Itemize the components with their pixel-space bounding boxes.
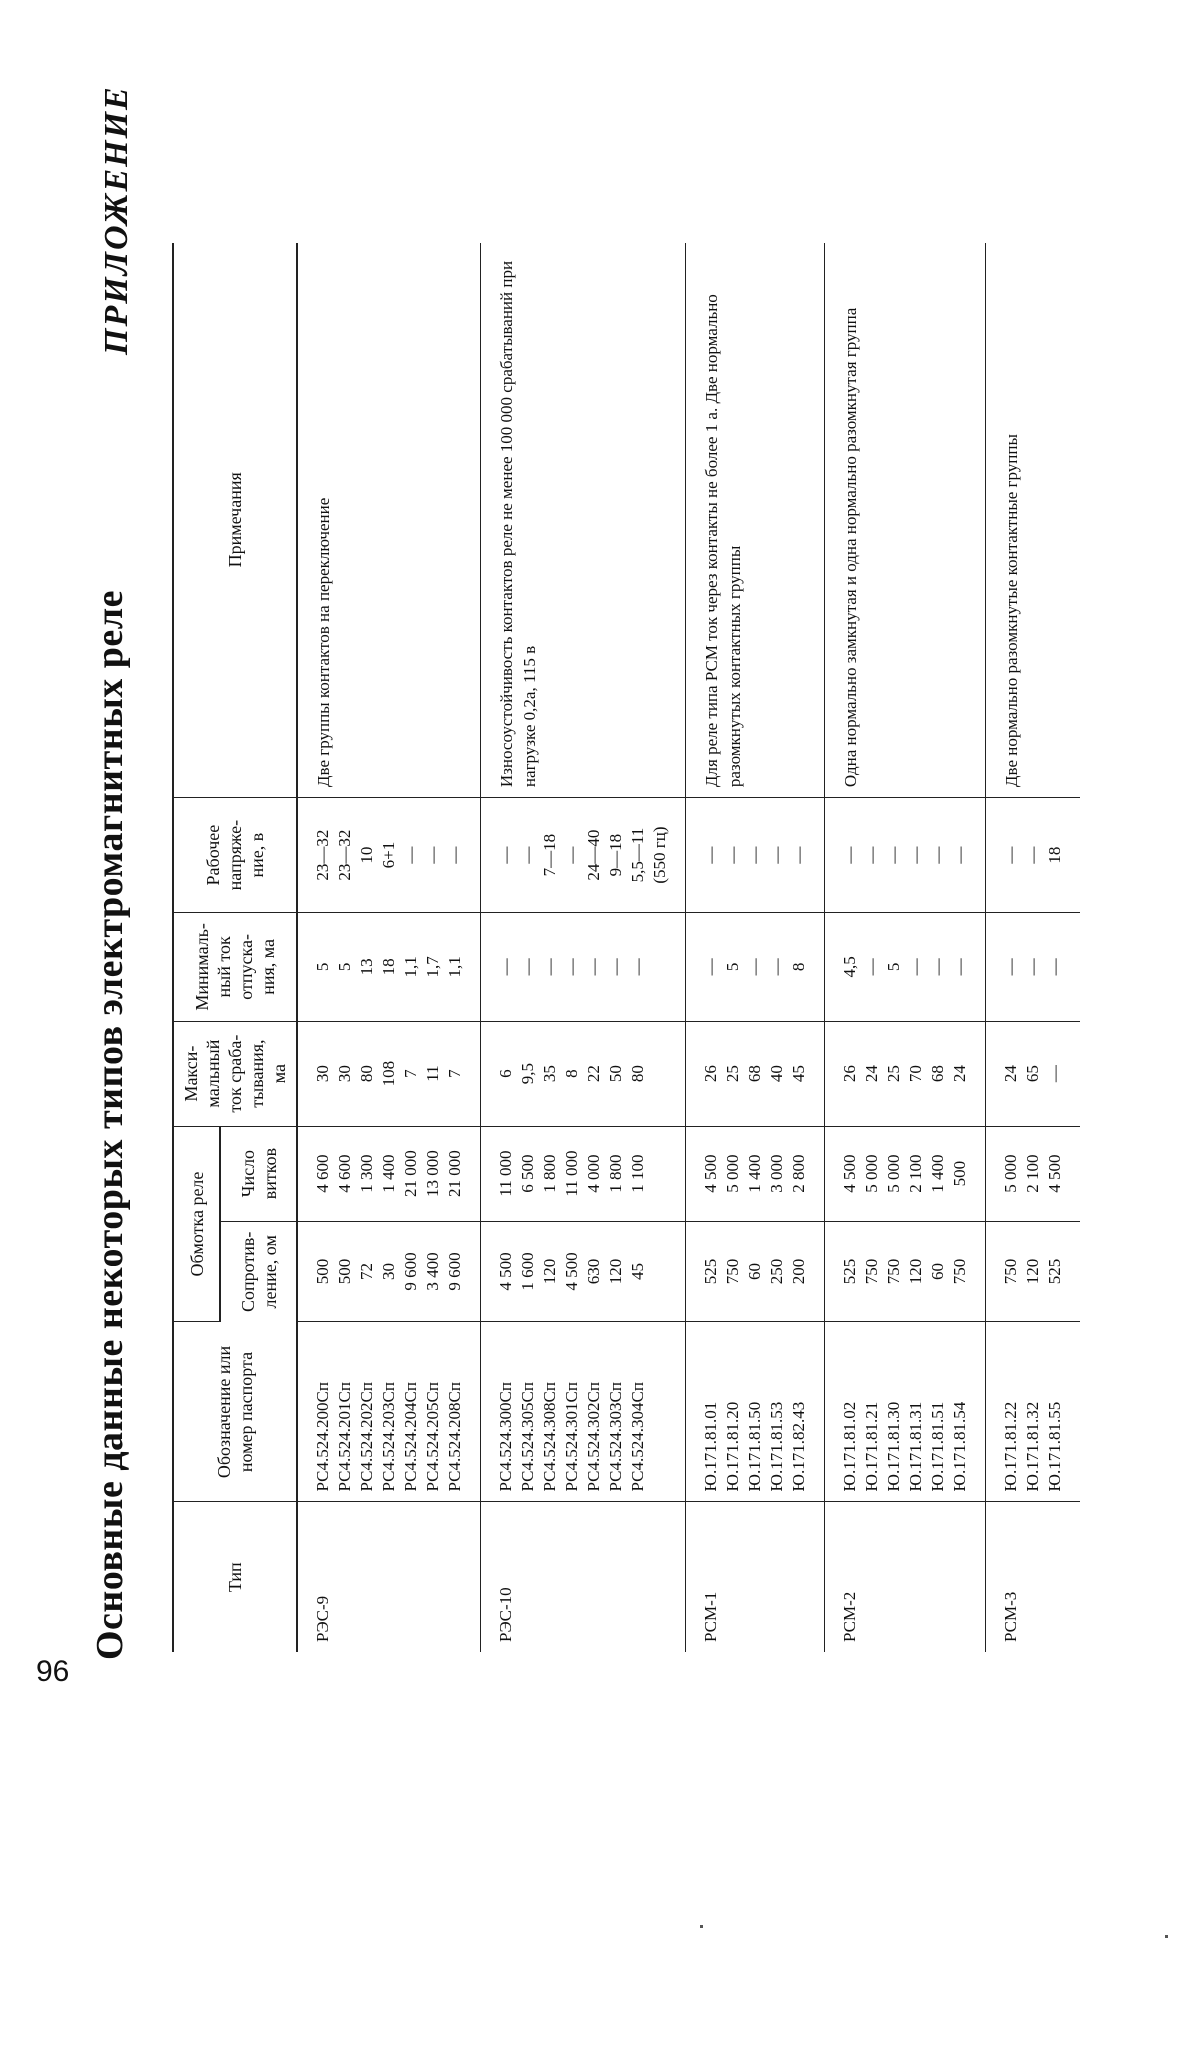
designation-cell-value: РС4.524.308Сп	[540, 1382, 559, 1492]
turns-cell-value: 5 000	[1001, 1154, 1020, 1193]
min-release-cell-value: —	[950, 958, 969, 976]
voltage-cell	[986, 798, 1081, 913]
page-number: 96	[36, 1655, 70, 1688]
resistance-cell-value: 9 600	[445, 1252, 464, 1291]
min-release-cell-value: 5	[723, 962, 742, 972]
min-release-cell-value: —	[540, 958, 559, 976]
voltage-cell-value: 23—32	[313, 829, 332, 881]
max-current-cell-value: 68	[928, 1065, 947, 1083]
voltage-cell-value: —	[1023, 846, 1042, 864]
voltage-cell-value: 9—18	[606, 833, 625, 877]
designation-cell-value: Ю.171.81.22	[1001, 1401, 1020, 1492]
resistance-cell-value: 120	[906, 1258, 925, 1285]
min-release-cell-value: —	[496, 958, 515, 976]
designation-cell-value: Ю.171.82.43	[789, 1401, 808, 1492]
resistance-cell-value: 120	[606, 1258, 625, 1285]
table-row	[297, 243, 481, 1652]
min-release-cell-value: —	[928, 958, 947, 976]
max-current-cell	[481, 1021, 686, 1126]
header-winding-group: Обмотка реле	[173, 1126, 220, 1322]
resistance-cell	[825, 1221, 986, 1322]
min-release-cell-value: 1,1	[401, 956, 420, 978]
voltage-cell-value: —	[423, 846, 442, 864]
turns-cell-value: 4 000	[584, 1154, 603, 1193]
voltage-cell-value: —	[906, 846, 925, 864]
min-release-cell-value: —	[584, 958, 603, 976]
header-designation: Обозначение или номер паспорта	[173, 1322, 297, 1502]
turns-cell-value: 2 800	[789, 1154, 808, 1193]
designation-cell-value: РС4.524.204Сп	[401, 1382, 420, 1492]
turns-cell-value: 1 300	[357, 1154, 376, 1193]
turns-cell	[481, 1126, 686, 1221]
scan-speck	[1165, 1935, 1168, 1938]
designation-cell-value: РС4.524.301Сп	[562, 1382, 581, 1492]
min-release-cell	[481, 913, 686, 1022]
resistance-cell-value: 120	[1023, 1258, 1042, 1285]
resistance-cell-value: 45	[628, 1263, 647, 1281]
voltage-cell-value: 5,5—11	[628, 827, 647, 883]
max-current-cell-value: 22	[584, 1065, 603, 1083]
type-cell: РЭС-9	[313, 1595, 332, 1642]
resistance-cell-value: 250	[767, 1258, 786, 1285]
max-current-cell	[825, 1021, 986, 1126]
turns-cell-value: 500	[950, 1160, 969, 1187]
turns-cell-value: 1 400	[379, 1154, 398, 1193]
resistance-cell-value: 750	[950, 1258, 969, 1285]
resistance-cell	[986, 1221, 1081, 1322]
designation-cell-value: РС4.524.200Сп	[313, 1382, 332, 1492]
resistance-cell	[297, 1221, 481, 1322]
max-current-cell-value: 11	[423, 1065, 442, 1082]
resistance-cell-value: 525	[840, 1258, 859, 1285]
turns-cell-value: 4 600	[335, 1154, 354, 1193]
designation-cell-value: Ю.171.81.55	[1045, 1401, 1064, 1492]
voltage-cell-value: —	[445, 846, 464, 864]
max-current-cell-value: 24	[862, 1065, 881, 1083]
turns-cell-value: 1 400	[928, 1154, 947, 1193]
turns-cell-value: 11 000	[562, 1150, 581, 1197]
voltage-cell-value: —	[562, 846, 581, 864]
min-release-cell-value: 5	[313, 962, 332, 972]
max-current-cell-value: 8	[562, 1069, 581, 1078]
rotated-page-content	[0, 30, 1200, 1690]
voltage-cell-value: —	[745, 846, 764, 864]
min-release-cell	[686, 913, 825, 1022]
voltage-cell	[686, 798, 825, 913]
max-current-cell-value: 65	[1023, 1065, 1042, 1083]
max-current-cell-value: 6	[496, 1069, 515, 1078]
min-release-cell-value: —	[701, 958, 720, 976]
min-release-cell-value: —	[606, 958, 625, 976]
min-release-cell-value: 8	[789, 962, 808, 972]
max-current-cell-value: 40	[767, 1065, 786, 1083]
max-current-cell-value: 25	[884, 1065, 903, 1083]
max-current-cell-value: 26	[840, 1065, 859, 1083]
turns-cell-value: 2 100	[1023, 1154, 1042, 1193]
designation-cell-value: РС4.524.305Сп	[518, 1382, 537, 1492]
voltage-cell-value: —	[950, 846, 969, 864]
max-current-cell-value: —	[1045, 1065, 1064, 1083]
designation-cell-value: РС4.524.202Сп	[357, 1382, 376, 1492]
note-cell: Две нормально разомкнутые контактные группы	[986, 243, 1081, 798]
table-row	[686, 243, 825, 1652]
designation-cell-value: РС4.524.203Сп	[379, 1382, 398, 1492]
min-release-cell-value: 5	[884, 962, 903, 972]
min-release-cell	[986, 913, 1081, 1022]
voltage-cell-value: 24—40	[584, 829, 603, 881]
relay-data-table	[172, 243, 1080, 1652]
turns-cell-value: 5 000	[884, 1154, 903, 1193]
resistance-cell-value: 525	[1045, 1258, 1064, 1285]
max-current-cell-value: 7	[445, 1069, 464, 1078]
max-current-cell	[297, 1021, 481, 1126]
voltage-cell-value: —	[862, 846, 881, 864]
voltage-cell-value: 18	[1045, 846, 1064, 864]
turns-cell-value: 4 500	[1045, 1154, 1064, 1193]
voltage-cell-value: —	[401, 846, 420, 864]
turns-cell	[825, 1126, 986, 1221]
designation-cell-value: РС4.524.302Сп	[584, 1382, 603, 1492]
header-resistance: Сопротив-ление, ом	[220, 1221, 297, 1322]
resistance-cell-value: 630	[584, 1258, 603, 1285]
header-voltage: Рабочее напряже-ние, в	[173, 798, 297, 913]
turns-cell-value: 21 000	[445, 1150, 464, 1197]
min-release-cell	[825, 913, 986, 1022]
turns-cell-value: 1 800	[540, 1154, 559, 1193]
designation-cell-value: РС4.524.208Сп	[445, 1382, 464, 1492]
header-notes: Примечания	[173, 243, 297, 798]
turns-cell	[986, 1126, 1081, 1221]
max-current-cell-value: 80	[628, 1065, 647, 1083]
resistance-cell-value: 200	[789, 1258, 808, 1285]
min-release-cell-value: 4,5	[840, 956, 859, 978]
resistance-cell-value: 3 400	[423, 1252, 442, 1291]
min-release-cell-value: —	[862, 958, 881, 976]
designation-cell-value: РС4.524.205Сп	[423, 1382, 442, 1492]
voltage-cell	[297, 798, 481, 913]
designation-cell-value: РС4.524.304Сп	[628, 1382, 647, 1492]
turns-cell	[686, 1126, 825, 1221]
note-cell: Для реле типа РСМ ток через контакты не более 1 а. Две нормально разомкнутых контактных группы	[686, 243, 825, 798]
table-row	[986, 243, 1081, 1652]
min-release-cell-value: —	[767, 958, 786, 976]
voltage-cell-value: 6+1	[379, 841, 398, 869]
turns-cell-value: 1 800	[606, 1154, 625, 1193]
turns-cell-value: 1 100	[628, 1154, 647, 1193]
designation-cell	[297, 1322, 481, 1502]
voltage-cell-value: 10	[357, 846, 376, 864]
max-current-cell-value: 30	[313, 1065, 332, 1083]
voltage-cell-value: —	[701, 846, 720, 864]
designation-cell	[825, 1322, 986, 1502]
min-release-cell-value: 13	[357, 958, 376, 976]
resistance-cell-value: 525	[701, 1258, 720, 1285]
header-turns: Число витков	[220, 1126, 297, 1221]
turns-cell-value: 21 000	[401, 1150, 420, 1197]
resistance-cell-value: 750	[723, 1258, 742, 1285]
max-current-cell-value: 108	[379, 1060, 398, 1087]
max-current-cell-value: 70	[906, 1065, 925, 1083]
turns-cell-value: 2 100	[906, 1154, 925, 1193]
voltage-cell	[825, 798, 986, 913]
min-release-cell-value: 1,1	[445, 956, 464, 978]
resistance-cell-value: 120	[540, 1258, 559, 1285]
voltage-cell-value: —	[767, 846, 786, 864]
max-current-cell-value: 30	[335, 1065, 354, 1083]
voltage-cell-value: 7—18	[540, 833, 559, 877]
table-title: Основные данные некоторых типов электромагнитных реле	[89, 590, 131, 1660]
voltage-cell-value: —	[1001, 846, 1020, 864]
designation-cell-value: Ю.171.81.32	[1023, 1401, 1042, 1492]
max-current-cell-value: 24	[1001, 1065, 1020, 1083]
designation-cell-value: Ю.171.81.21	[862, 1401, 881, 1492]
resistance-cell-value: 4 500	[562, 1252, 581, 1291]
note-cell: Две группы контактов на переключение	[297, 243, 481, 798]
voltage-cell-value: —	[840, 846, 859, 864]
voltage-cell-value: (550 гц)	[650, 826, 669, 884]
relay-table-body	[297, 243, 1080, 1652]
designation-cell-value: РС4.524.201Сп	[335, 1382, 354, 1492]
header-type: Тип	[173, 1502, 297, 1652]
designation-cell-value: Ю.171.81.53	[767, 1401, 786, 1492]
max-current-cell-value: 7	[401, 1069, 420, 1078]
turns-cell	[297, 1126, 481, 1221]
resistance-cell-value: 72	[357, 1263, 376, 1281]
voltage-cell-value: —	[723, 846, 742, 864]
voltage-cell-value: 23—32	[335, 829, 354, 881]
max-current-cell	[986, 1021, 1081, 1126]
resistance-cell-value: 1 600	[518, 1252, 537, 1291]
header-min-release: Минималь-ный ток отпуска-ния, ма	[173, 913, 297, 1022]
turns-cell-value: 3 000	[767, 1154, 786, 1193]
min-release-cell-value: —	[1001, 958, 1020, 976]
turns-cell-value: 11 000	[496, 1150, 515, 1197]
min-release-cell-value: —	[745, 958, 764, 976]
turns-cell-value: 1 400	[745, 1154, 764, 1193]
turns-cell-value: 4 500	[840, 1154, 859, 1193]
turns-cell-value: 13 000	[423, 1150, 442, 1197]
appendix-heading: ПРИЛОЖЕНИЕ	[98, 85, 135, 355]
resistance-cell-value: 750	[1001, 1258, 1020, 1285]
resistance-cell-value: 500	[313, 1258, 332, 1285]
designation-cell-value: Ю.171.81.20	[723, 1401, 742, 1492]
type-cell: РЭС-10	[481, 1502, 686, 1652]
resistance-cell-value: 750	[862, 1258, 881, 1285]
min-release-cell	[297, 913, 481, 1022]
min-release-cell-value: —	[518, 958, 537, 976]
voltage-cell-value: —	[518, 846, 537, 864]
designation-cell-value: Ю.171.81.30	[884, 1401, 903, 1492]
table-row	[825, 243, 986, 1652]
voltage-cell	[481, 798, 686, 913]
min-release-cell-value: 1,7	[423, 956, 442, 978]
designation-cell-value: Ю.171.81.51	[928, 1401, 947, 1492]
voltage-cell-value: —	[496, 846, 515, 864]
max-current-cell-value: 80	[357, 1065, 376, 1083]
designation-cell	[686, 1322, 825, 1502]
designation-cell	[986, 1322, 1081, 1502]
header-max-current: Макси-мальный ток сраба-тывания, ма	[173, 1021, 297, 1126]
max-current-cell-value: 9,5	[518, 1062, 537, 1085]
min-release-cell-value: 5	[335, 962, 354, 972]
resistance-cell-value: 4 500	[496, 1252, 515, 1291]
designation-cell-value: Ю.171.81.31	[906, 1401, 925, 1492]
resistance-cell-value: 60	[928, 1263, 947, 1281]
resistance-cell-value: 30	[379, 1263, 398, 1281]
min-release-cell-value: —	[906, 958, 925, 976]
resistance-cell-value: 750	[884, 1258, 903, 1285]
voltage-cell-value: —	[789, 846, 808, 864]
turns-cell-value: 4 600	[313, 1154, 332, 1193]
designation-cell	[481, 1322, 686, 1502]
turns-cell-value: 6 500	[518, 1154, 537, 1193]
min-release-cell-value: —	[562, 958, 581, 976]
max-current-cell	[686, 1021, 825, 1126]
turns-cell-value: 5 000	[862, 1154, 881, 1193]
max-current-cell-value: 26	[701, 1065, 720, 1083]
min-release-cell-value: 18	[379, 958, 398, 976]
designation-cell-value: Ю.171.81.54	[950, 1401, 969, 1492]
turns-cell-value: 4 500	[701, 1154, 720, 1193]
min-release-cell-value: —	[628, 958, 647, 976]
max-current-cell-value: 25	[723, 1065, 742, 1083]
designation-cell-value: РС4.524.300Сп	[496, 1382, 515, 1492]
note-cell: Износоустойчивость контактов реле не менее 100 000 срабатываний при нагрузке 0,2а, 115 в	[481, 243, 686, 798]
note-cell: Одна нормально замкнутая и одна нормально разомкнутая группа	[825, 243, 986, 798]
scan-speck	[700, 1925, 703, 1928]
resistance-cell-value: 9 600	[401, 1252, 420, 1291]
designation-cell-value: Ю.171.81.01	[701, 1401, 720, 1492]
voltage-cell-value: —	[928, 846, 947, 864]
designation-cell-value: Ю.171.81.02	[840, 1401, 859, 1492]
max-current-cell-value: 35	[540, 1065, 559, 1083]
type-cell: РСМ-1	[686, 1502, 825, 1652]
designation-cell-value: РС4.524.303Сп	[606, 1382, 625, 1492]
table-row	[481, 243, 686, 1652]
designation-cell-value: Ю.171.81.50	[745, 1401, 764, 1492]
resistance-cell	[686, 1221, 825, 1322]
type-cell: РСМ-3	[986, 1502, 1081, 1652]
resistance-cell-value: 500	[335, 1258, 354, 1285]
max-current-cell-value: 45	[789, 1065, 808, 1083]
type-cell: РСМ-2	[825, 1502, 986, 1652]
max-current-cell-value: 50	[606, 1065, 625, 1083]
turns-cell-value: 5 000	[723, 1154, 742, 1193]
min-release-cell-value: —	[1045, 958, 1064, 976]
voltage-cell-value: —	[884, 846, 903, 864]
max-current-cell-value: 24	[950, 1065, 969, 1083]
min-release-cell-value: —	[1023, 958, 1042, 976]
max-current-cell-value: 68	[745, 1065, 764, 1083]
resistance-cell-value: 60	[745, 1263, 764, 1281]
resistance-cell	[481, 1221, 686, 1322]
